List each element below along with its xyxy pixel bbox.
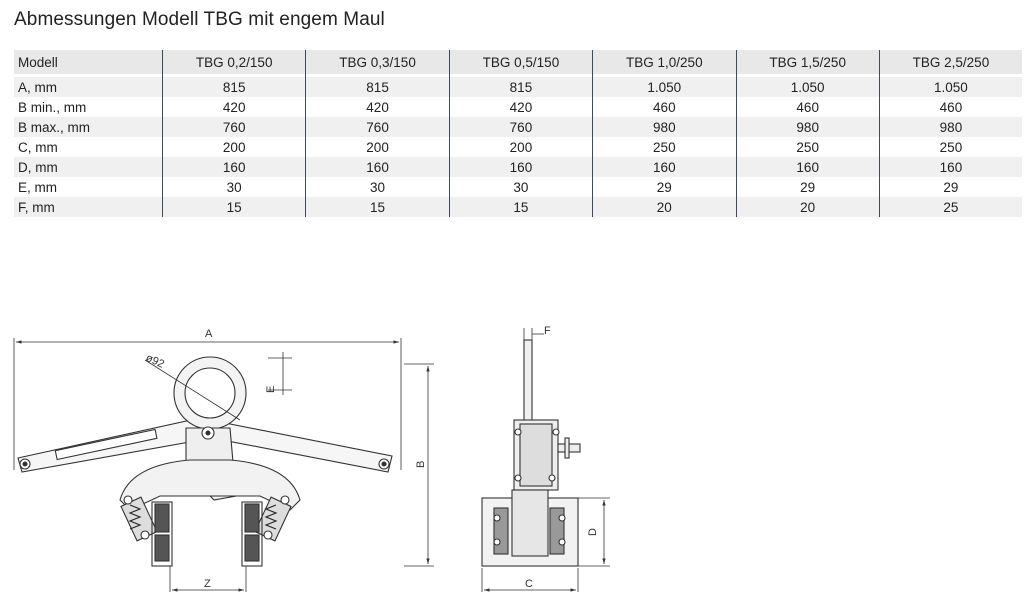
cell: 1.050	[593, 77, 736, 97]
left-jaw-assembly	[121, 496, 172, 566]
dimension-label-f: F	[544, 325, 551, 337]
cell: 29	[736, 177, 879, 197]
cell: 250	[593, 137, 736, 157]
cell: 420	[306, 97, 449, 117]
cell: 15	[163, 197, 306, 217]
cell: 29	[879, 177, 1022, 197]
cell: 15	[306, 197, 449, 217]
cell: 760	[306, 117, 449, 137]
cell: 160	[306, 157, 449, 177]
row-label: C, mm	[18, 139, 58, 155]
header-model: TBG 0,2/150	[163, 50, 306, 74]
row-label: B min., mm	[18, 99, 87, 115]
cell: 20	[736, 197, 879, 217]
cell: 160	[163, 157, 306, 177]
header-model: TBG 0,5/150	[449, 50, 592, 74]
header-model: TBG 1,5/250	[736, 50, 879, 74]
header-model: TBG 2,5/250	[879, 50, 1022, 74]
row-label: E, mm	[18, 179, 57, 195]
cell: 460	[593, 97, 736, 117]
header-model: TBG 1,0/250	[593, 50, 736, 74]
cell: 980	[593, 117, 736, 137]
cell: 160	[736, 157, 879, 177]
cell: 1.050	[736, 77, 879, 97]
cell: 980	[736, 117, 879, 137]
cell: 200	[163, 137, 306, 157]
cell: 250	[736, 137, 879, 157]
dimension-label-diameter: ø92	[143, 351, 166, 371]
header-model: TBG 0,3/150	[306, 50, 449, 74]
right-jaw-assembly	[242, 496, 291, 566]
row-label: F, mm	[14, 197, 163, 217]
cell: 25	[879, 197, 1022, 217]
cell: 460	[736, 97, 879, 117]
cell: 760	[163, 117, 306, 137]
dimension-label-z: Z	[204, 578, 211, 590]
cell: 30	[449, 177, 592, 197]
cell: 200	[306, 137, 449, 157]
dimension-label-a: A	[205, 328, 213, 340]
header-model-label: Modell	[14, 50, 163, 74]
cell: 15	[449, 197, 592, 217]
row-label: D, mm	[14, 157, 163, 177]
cell: 29	[593, 177, 736, 197]
cell: 760	[449, 117, 592, 137]
cell: 460	[879, 97, 1022, 117]
cell: 815	[306, 77, 449, 97]
cell: 160	[879, 157, 1022, 177]
cell: 160	[593, 157, 736, 177]
row-label: B max., mm	[14, 117, 163, 137]
cell: 200	[449, 137, 592, 157]
cell: 815	[449, 77, 592, 97]
row-label: A, mm	[14, 77, 163, 97]
side-view-drawing	[482, 328, 610, 592]
cell: 815	[163, 77, 306, 97]
dimension-label-e: E	[265, 385, 277, 393]
cell: 30	[163, 177, 306, 197]
dimension-label-d: D	[587, 528, 599, 536]
dimension-label-c: C	[525, 578, 533, 590]
page-title: Abmessungen Modell TBG mit engem Maul	[14, 9, 385, 30]
cell: 20	[593, 197, 736, 217]
cell: 420	[449, 97, 592, 117]
cell: 980	[879, 117, 1022, 137]
cell: 1.050	[879, 77, 1022, 97]
front-view-drawing	[14, 338, 434, 592]
dimension-label-b: B	[415, 460, 427, 468]
cell: 250	[879, 137, 1022, 157]
cell: 30	[306, 177, 449, 197]
cell: 420	[163, 97, 306, 117]
cell: 160	[449, 157, 592, 177]
